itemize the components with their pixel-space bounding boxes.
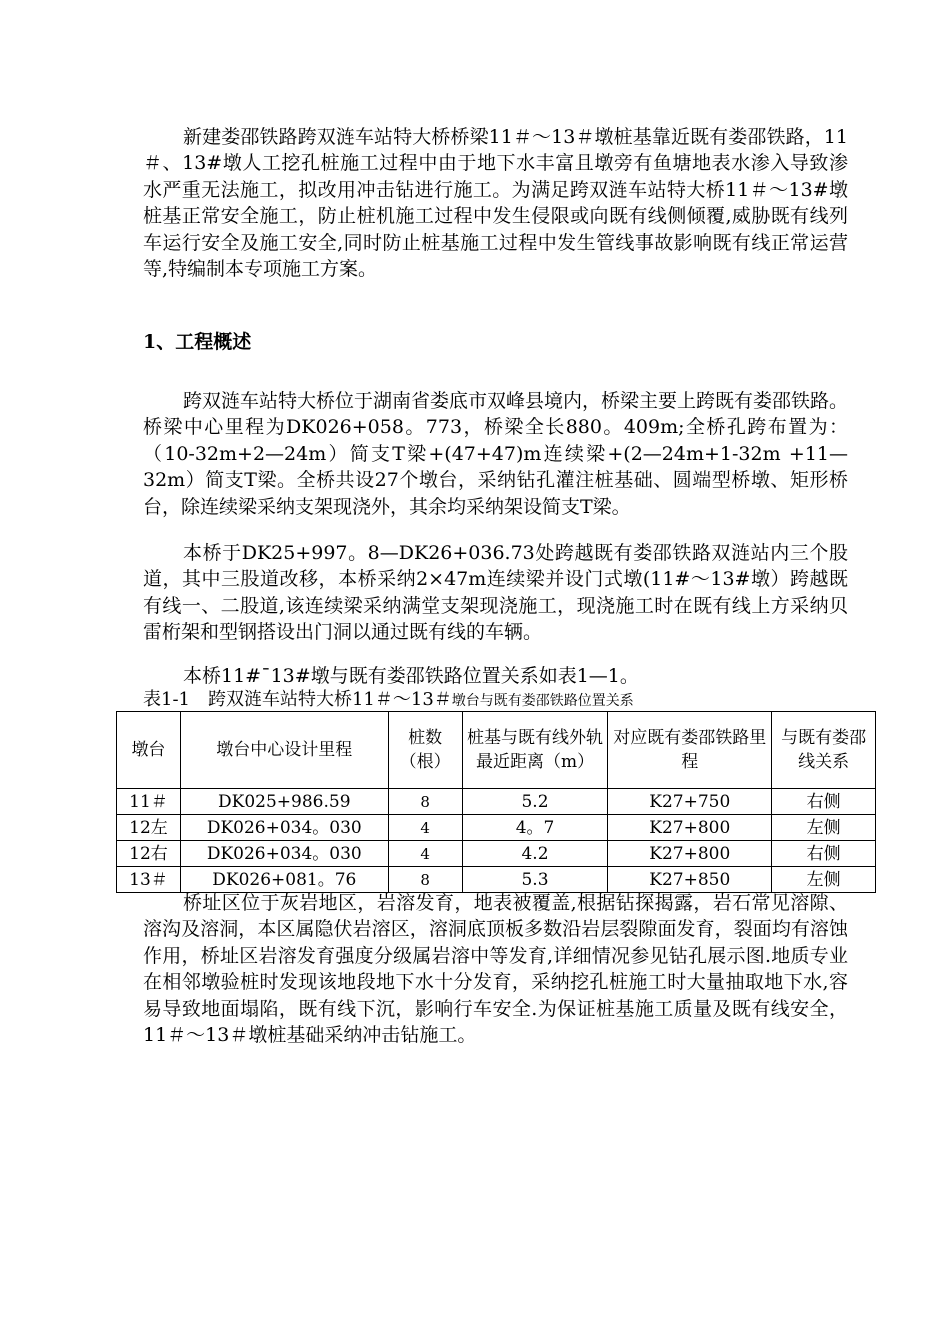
table-row [117,789,876,815]
overview-paragraph-2: 本桥于DK25+997。8—DK26+036.73处跨越既有娄邵铁路双涟站内三个股道，其中三股道改移，本桥采纳2×47m连续梁并设门式墩(11#～13#墩）跨越既有线一、二股道,该连续梁采纳满堂支架现浇施工，现浇施工时在既有线上方采纳贝雷桁架和型钢搭设出门洞以通过既有线的车辆。 [143,542,848,644]
cell-design-mileage: DK025+986.59 [180,789,388,815]
header-relation: 与既有娄邵线关系 [772,712,876,789]
cell-existing-mileage: K27+850 [608,867,772,893]
cell-design-mileage: DK026+081。76 [180,867,388,893]
cell-existing-mileage: K27+800 [608,815,772,841]
cell-pile-count: 4 [388,841,462,867]
table-row [117,867,876,893]
geology-paragraph: 桥址区位于灰岩地区，岩溶发育，地表被覆盖,根据钻探揭露，岩石常见溶隙、溶沟及溶洞，本区属隐伏岩溶区，溶洞底顶板多数沿岩层裂隙面发育，裂面均有溶蚀作用，桥址区岩溶发育强度分级属岩溶中等发育,详细情况参见钻孔展示图.地质专业在相邻墩验桩时发现该地段地下水十分发育，采纳挖孔桩施工时大量抽取地下水,容易导致地面塌陷，既有线下沉，影响行车安全.为保证桩基施工质量及既有线安全，11＃～13＃墩桩基础采纳冲击钻施工。 [143,892,848,1047]
pier-position-table [116,711,876,893]
cell-design-mileage: DK026+034。030 [180,815,388,841]
table-header-row [117,712,876,789]
cell-relation: 左侧 [772,867,876,893]
table-caption-sub: 墩台与既有娄邵铁路位置关系 [451,693,634,709]
cell-existing-mileage: K27+800 [608,841,772,867]
cell-pile-count: 8 [388,789,462,815]
header-design-mileage: 墩台中心设计里程 [180,712,388,789]
header-pier: 墩台 [117,712,181,789]
table-caption-main: 表1-1 跨双涟车站特大桥11＃～13＃ [143,689,452,710]
section-heading: 1、工程概述 [143,331,252,353]
cell-relation: 右侧 [772,841,876,867]
cell-relation: 左侧 [772,815,876,841]
cell-pier: 11＃ [117,789,181,815]
intro-paragraph: 新建娄邵铁路跨双涟车站特大桥桥梁11＃～13＃墩桩基靠近既有娄邵铁路，11＃、13#墩人工挖孔桩施工过程中由于地下水丰富且墩旁有鱼塘地表水渗入导致渗水严重无法施工，拟改用冲击钻进行施工。为满足跨双涟车站特大桥11＃～13#墩桩基正常安全施工，防止桩机施工过程中发生侵限或向既有线侧倾覆,威胁既有线列车运行安全及施工安全,同时防止桩基施工过程中发生管线事故影响既有线正常运营等,特编制本专项施工方案。 [143,126,848,281]
cell-pier: 12左 [117,815,181,841]
table-row [117,815,876,841]
table-row [117,841,876,867]
overview-paragraph-3: 本桥11#¯13#墩与既有娄邵铁路位置关系如表1—1。 [183,665,639,687]
header-pile-count: 桩数（根） [388,712,462,789]
cell-min-distance: 4.2 [462,841,608,867]
cell-existing-mileage: K27+750 [608,789,772,815]
cell-design-mileage: DK026+034。030 [180,841,388,867]
cell-min-distance: 5.3 [462,867,608,893]
cell-pile-count: 4 [388,815,462,841]
cell-pier: 13＃ [117,867,181,893]
cell-min-distance: 4。7 [462,815,608,841]
header-existing-mileage: 对应既有娄邵铁路里程 [608,712,772,789]
cell-relation: 右侧 [772,789,876,815]
overview-paragraph-1: 跨双涟车站特大桥位于湖南省娄底市双峰县境内，桥梁主要上跨既有娄邵铁路。桥梁中心里程为DK026+058。773，桥梁全长880。409m;全桥孔跨布置为：（10-32m+2—24m）简支T梁+(47+47)m连续梁+(2—24m+1-32m +11—32m）简支T梁。全桥共设27个墩台，采纳钻孔灌注桩基础、圆端型桥墩、矩形桥台，除连续梁采纳支架现浇外，其余均采纳架设简支T梁。 [143,390,849,518]
cell-pier: 12右 [117,841,181,867]
cell-pile-count: 8 [388,867,462,893]
header-min-distance: 桩基与既有线外轨最近距离（m） [462,712,608,789]
cell-min-distance: 5.2 [462,789,608,815]
table-caption [143,689,634,712]
